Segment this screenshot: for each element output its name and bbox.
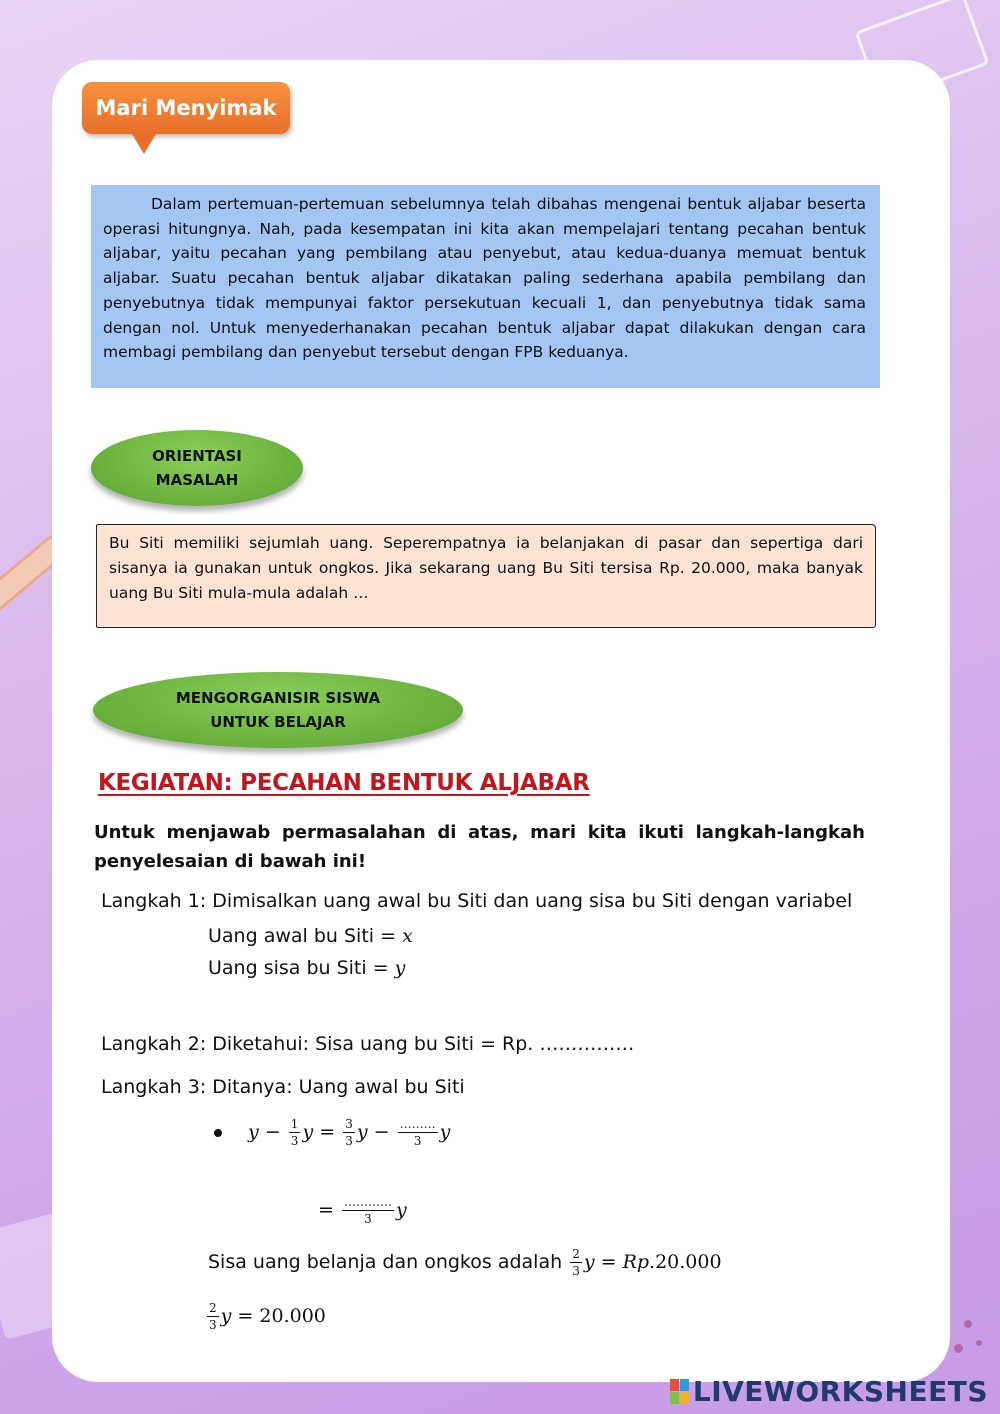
liveworksheets-logo xyxy=(670,1375,988,1408)
badge-line: MASALAH xyxy=(155,471,239,489)
remaining-label: Uang sisa bu Siti = xyxy=(208,957,389,979)
remaining-var: y xyxy=(394,957,406,979)
mari-menyimak-callout xyxy=(82,82,290,134)
step-2 xyxy=(101,1033,634,1055)
remaining-statement xyxy=(208,1248,722,1277)
fraction xyxy=(289,1118,301,1147)
eq-rp: Rp. xyxy=(622,1251,656,1273)
fraction-blank[interactable] xyxy=(342,1196,394,1225)
eq-op: = xyxy=(237,1305,254,1327)
eq-var: y xyxy=(439,1121,451,1143)
initial-label: Uang awal bu Siti = xyxy=(208,925,397,947)
eq-amount: 20.000 xyxy=(259,1305,326,1327)
fraction-numerator: 2 xyxy=(209,1301,217,1315)
step-text: Ditanya: Uang awal bu Siti xyxy=(212,1076,465,1098)
fraction-numerator: 3 xyxy=(345,1117,353,1131)
fraction-numerator: 2 xyxy=(572,1247,580,1261)
initial-money-line xyxy=(208,925,413,947)
remaining-money-line xyxy=(208,957,405,979)
step-label: Langkah 2: xyxy=(101,1033,207,1055)
eq-op: − xyxy=(264,1121,281,1143)
eq-op: = xyxy=(319,1121,336,1143)
eq-op: − xyxy=(373,1121,390,1143)
fraction xyxy=(207,1302,219,1331)
equation-final xyxy=(205,1302,326,1331)
mengorganisir-siswa-badge xyxy=(93,672,463,748)
badge-line: MENGORGANISIR SISWA xyxy=(175,689,381,707)
fraction-denominator: 3 xyxy=(364,1212,372,1226)
bullet-icon xyxy=(214,1129,222,1137)
eq-var: y xyxy=(356,1121,368,1143)
logo-text: LIVEWORKSHEETS xyxy=(692,1375,988,1408)
intro-paragraph: Dalam pertemuan-pertemuan sebelumnya telah dibahas mengenai bentuk aljabar beserta operasi hitungnya. Nah, pada kesempatan ini kita akan mempelajari tentang pecahan bentuk aljabar, yaitu pecahan yang pembilang atau penyebut, atau kedua-duanya memuat bentuk aljabar. Suatu pecahan bentuk aljabar dikatakan paling sederhana apabila pembilang dan penyebutnya tidak mempunyai faktor persekutuan kecuali 1, dan penyebutnya tidak sama dengan nol. Untuk menyederhanakan pecahan bentuk aljabar dapat dilakukan dengan cara membagi pembilang dan penyebut tersebut dengan FPB keduanya. xyxy=(91,185,880,388)
eq-var: y xyxy=(395,1199,407,1221)
step-text: Diketahui: Sisa uang bu Siti = Rp. …………… xyxy=(212,1033,635,1055)
callout-label: Mari Menyimak xyxy=(95,96,277,120)
fraction xyxy=(570,1248,582,1277)
fraction-numerator: 1 xyxy=(290,1117,299,1131)
eq-op: = xyxy=(318,1199,334,1221)
badge-line: ORIENTASI xyxy=(152,447,242,465)
eq-var: y xyxy=(220,1305,232,1327)
logo-icon xyxy=(670,1379,689,1404)
blank-numerator[interactable]: ……… xyxy=(399,1117,436,1131)
blank-numerator[interactable]: ………… xyxy=(343,1195,392,1209)
equation-1 xyxy=(214,1118,450,1147)
step-3 xyxy=(101,1076,465,1098)
eq-var: y xyxy=(583,1251,595,1273)
activity-heading: KEGIATAN: PECAHAN BENTUK ALJABAR xyxy=(98,770,590,796)
fraction xyxy=(343,1118,355,1147)
orientasi-masalah-badge xyxy=(91,430,303,506)
remaining-text: Sisa uang belanja dan ongkos adalah xyxy=(208,1251,563,1273)
fraction-denominator: 3 xyxy=(209,1318,217,1332)
step-text: Dimisalkan uang awal bu Siti dan uang sisa bu Siti dengan variabel xyxy=(212,890,853,912)
eq-var: y xyxy=(248,1121,259,1143)
activity-instruction: Untuk menjawab permasalahan di atas, mari kita ikuti langkah-langkah penyelesaian di bawah ini! xyxy=(94,822,865,872)
eq-op: = xyxy=(600,1251,617,1273)
eq-amount: 20.000 xyxy=(655,1251,722,1273)
step-1 xyxy=(101,890,852,912)
badge-line: UNTUK BELAJAR xyxy=(210,713,346,731)
problem-box: Bu Siti memiliki sejumlah uang. Seperempatnya ia belanjakan di pasar dan sepertiga dari sisanya ia gunakan untuk ongkos. Jika sekarang uang Bu Siti tersisa Rp. 20.000, maka banyak uang Bu Siti mula-mula adalah … xyxy=(96,524,876,628)
fraction-denominator: 3 xyxy=(345,1134,353,1148)
fraction-denominator: 3 xyxy=(413,1134,422,1148)
fraction-denominator: 3 xyxy=(572,1264,580,1278)
equation-2 xyxy=(318,1196,407,1225)
eq-var: y xyxy=(302,1121,314,1143)
fraction-denominator: 3 xyxy=(290,1134,299,1148)
step-label: Langkah 3: xyxy=(101,1076,207,1098)
fraction-blank[interactable] xyxy=(398,1118,438,1147)
initial-var: x xyxy=(402,925,413,947)
step-label: Langkah 1: xyxy=(101,890,207,912)
